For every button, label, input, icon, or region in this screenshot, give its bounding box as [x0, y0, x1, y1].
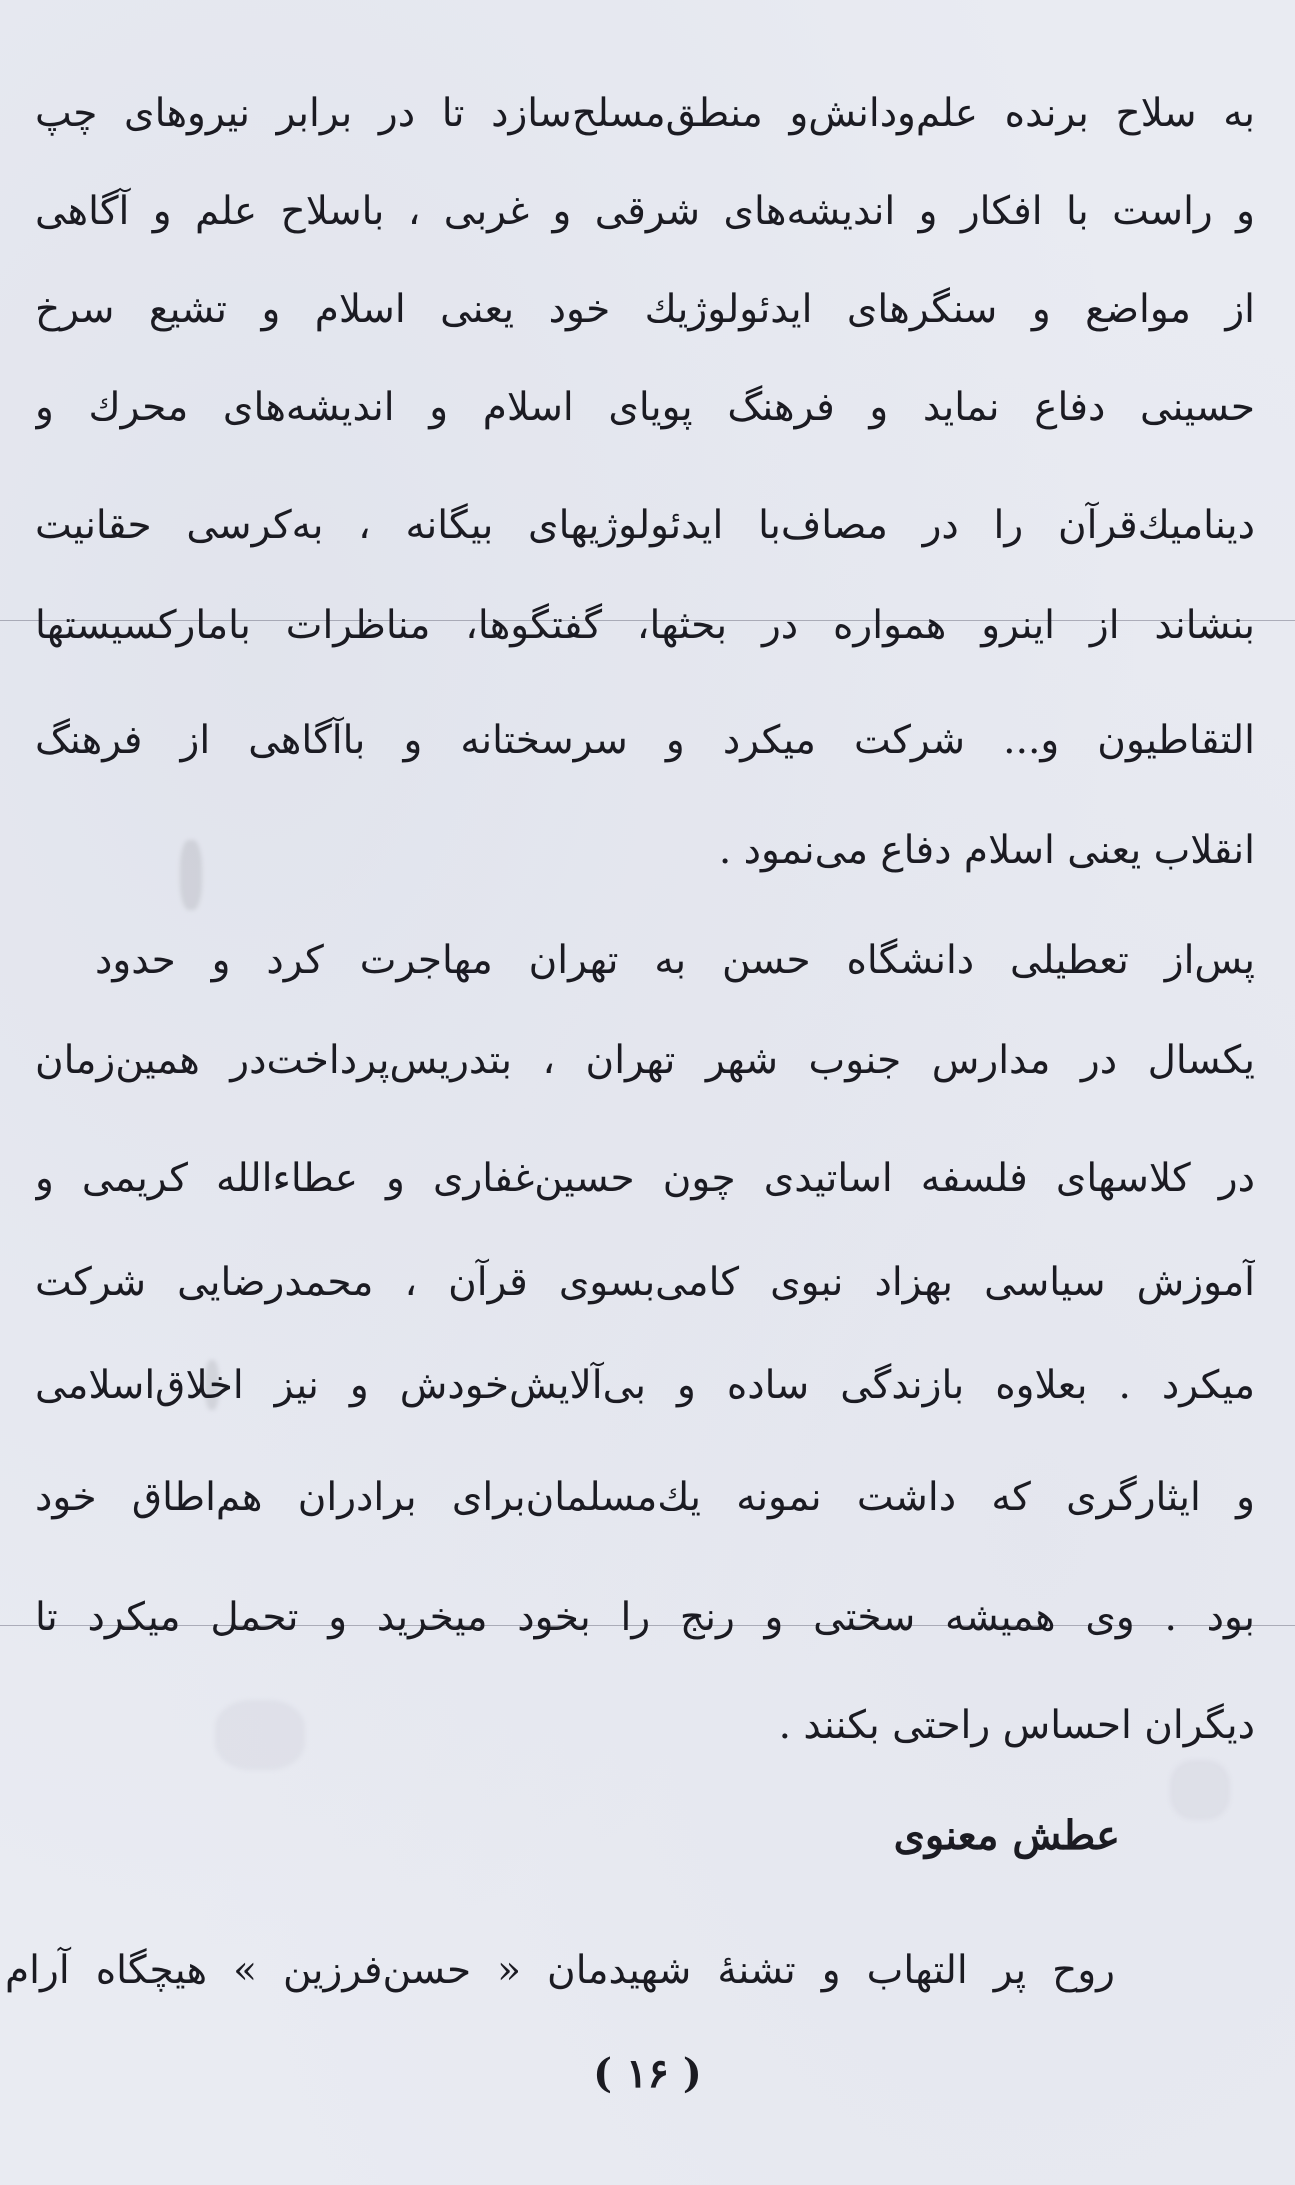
text-line: بنشاند از اینرو همواره در بحثها، گفتگوها، مناظرات بامارکسیستها [35, 603, 1255, 648]
text-line: بود . وی همیشه سختی و رنج را بخود میخرید و تحمل میکرد تا [35, 1595, 1255, 1640]
text-line: دیگران احساس راحتی بکنند . [778, 1703, 1255, 1748]
text-line: روح پر التهاب و تشنهٔ شهیدمان « حسن‌فرزین » هیچگاه آرام [5, 1948, 1115, 1993]
section-heading: عطش معنوی [893, 1812, 1120, 1859]
text-line: حسینی دفاع نماید و فرهنگ پویای اسلام و اندیشه‌های محرك و [35, 385, 1255, 430]
text-line: در کلاسهای فلسفه اساتیدی چون حسین‌غفاری و عطاءالله کریمی و [35, 1156, 1255, 1201]
text-line: میکرد . بعلاوه بازندگی ساده و بی‌آلایش‌خودش و نیز اخلاق‌اسلامی [35, 1363, 1255, 1408]
text-line: یکسال در مدارس جنوب شهر تهران ، بتدریس‌پرداخت‌در همین‌زمان [35, 1038, 1255, 1083]
text-line: آموزش سیاسی بهزاد نبوی کامی‌بسوی قرآن ، محمدرضایی شرکت [35, 1260, 1255, 1305]
text-line: التقاطیون و... شرکت میکرد و سرسختانه و باآگاهی از فرهنگ [35, 718, 1255, 763]
scan-smudge [1170, 1760, 1230, 1820]
text-line: به سلاح برنده علم‌ودانش‌و منطق‌مسلح‌سازد تا در برابر نیروهای چپ [35, 91, 1255, 136]
text-line: از مواضع و سنگرهای ایدئولوژیك خود یعنی اسلام و تشیع سرخ [35, 287, 1255, 332]
text-line: پس‌از تعطیلی دانشگاه حسن به تهران مهاجرت کرد و حدود [95, 938, 1255, 983]
text-line: دینامیك‌قرآن را در مصاف‌با ایدئولوژیهای بیگانه ، به‌کرسی حقانیت [35, 503, 1255, 548]
page-number: ( ۱۶ ) [593, 2050, 702, 2097]
text-line: و راست با افکار و اندیشه‌های شرقی و غربی ، باسلاح علم و آگاهی [35, 189, 1255, 234]
text-line: و ایثارگری که داشت نمونه یك‌مسلمان‌برای برادران هم‌اطاق خود [35, 1475, 1255, 1520]
text-line: انقلاب یعنی اسلام دفاع می‌نمود . [718, 828, 1255, 873]
